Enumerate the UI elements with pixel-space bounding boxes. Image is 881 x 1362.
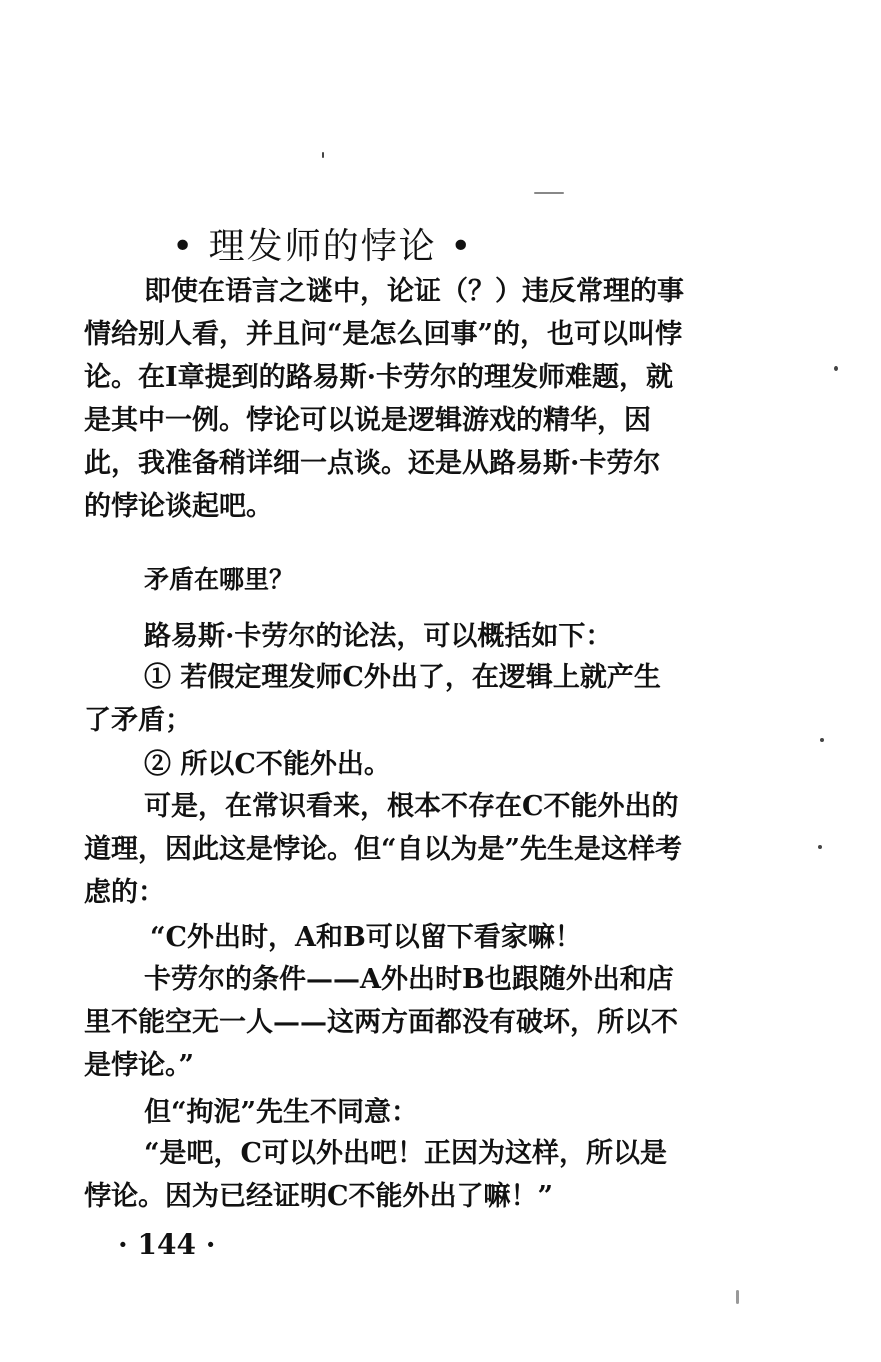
page-number: · 144 · (118, 1228, 216, 1261)
scan-speck (534, 192, 564, 194)
scan-speck (818, 845, 822, 849)
quote-1-continuation: 卡劳尔的条件——A外出时B也跟随外出和店里不能空无一人——这两方面都没有破坏，所以不是悖论。” (84, 964, 678, 1081)
point-1: ① 若假定理发师C外出了，在逻辑上就产生了矛盾； (84, 662, 661, 736)
scan-speck (322, 152, 324, 158)
point-2: ② 所以C不能外出。 (144, 749, 391, 780)
section-title: • 理发师的悖论 • (172, 226, 474, 267)
subheading: 矛盾在哪里？ (144, 565, 295, 594)
paragraph-3: 但“拘泥”先生不同意： (144, 1097, 419, 1128)
quote-2: “是吧，C可以外出吧！正因为这样，所以是悖论。因为已经证明C不能外出了嘛！” (84, 1138, 668, 1212)
paragraph-2: 可是，在常识看来，根本不存在C不能外出的道理，因此这是悖论。但“自以为是”先生是这样考虑的： (84, 791, 683, 908)
intro-paragraph: 即使在语言之谜中，论证（？）违反常理的事情给别人看，并且问“是怎么回事”的，也可以叫悖论。在Ⅰ章提到的路易斯·卡劳尔的理发师难题，就是其中一例。悖论可以说是逻辑游戏的精华，因此，我准备稍详细一点谈。还是从路易斯·卡劳尔的悖论谈起吧。 (84, 276, 684, 522)
scan-speck (736, 1290, 739, 1304)
summary-line: 路易斯·卡劳尔的论法，可以概括如下： (144, 621, 613, 652)
scan-speck (820, 738, 824, 742)
scan-speck (834, 366, 838, 371)
quote-1-line: “C外出时，A和B可以留下看家嘛！ (150, 922, 582, 953)
